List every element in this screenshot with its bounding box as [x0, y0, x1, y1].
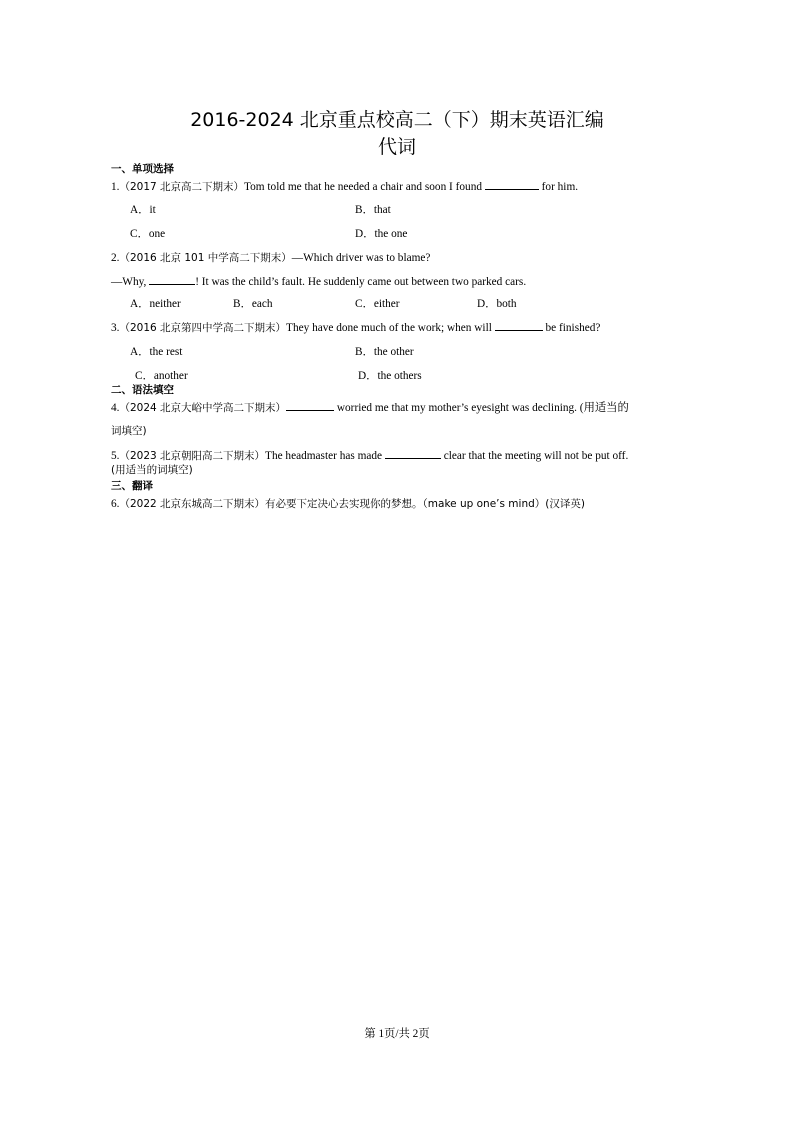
option-c[interactable]: C．either	[355, 298, 400, 310]
question-source: （2022 北京东城高二下期末）	[119, 498, 266, 510]
question-number: 5.	[111, 450, 120, 462]
question-source: （2017 北京高二下期末）	[119, 181, 245, 193]
question-number: 1.	[111, 181, 120, 193]
question-number: 2.	[111, 252, 120, 264]
question-text: The headmaster has made	[265, 450, 383, 462]
option-a[interactable]: A．the rest	[130, 346, 183, 358]
answer-blank[interactable]	[495, 320, 543, 331]
question-text: (用适当的词填空)	[111, 464, 193, 476]
option-c[interactable]: C．another	[135, 370, 188, 382]
question-text: Tom told me that he needed a chair and soon I found	[244, 181, 482, 193]
question-text: 有必要下定决心去实现你的梦想。（make up one’s mind）(汉译英)	[265, 498, 585, 510]
question-text: for him.	[541, 181, 579, 193]
question-text: ! It was the child’s fault. He suddenly came out between two parked cars.	[195, 276, 527, 288]
document-title: 2016-2024 北京重点校高二（下）期末英语汇编	[190, 109, 604, 131]
question-number: 4.	[111, 402, 120, 414]
question-number: 3.	[111, 322, 120, 334]
question-source: （2016 北京 101 中学高二下期末）	[119, 252, 292, 264]
question-text: worried me that my mother’s eyesight was declining. (用适当的	[336, 402, 629, 414]
question-5-line-2	[111, 463, 193, 477]
answer-blank[interactable]	[385, 448, 441, 459]
option-d[interactable]: D．the others	[358, 370, 422, 382]
question-2	[111, 251, 430, 265]
question-text: 词填空)	[111, 425, 147, 437]
option-a[interactable]: A．it	[130, 204, 156, 216]
section-heading-grammar-fill: 二、语法填空	[111, 384, 174, 396]
option-b[interactable]: B．that	[355, 204, 391, 216]
question-text: They have done much of the work; when will	[286, 322, 492, 334]
option-b[interactable]: B．the other	[355, 346, 414, 358]
answer-blank[interactable]	[485, 179, 539, 190]
section-heading-translation: 三、翻译	[111, 480, 153, 492]
question-number: 6.	[111, 498, 120, 510]
option-b[interactable]: B．each	[233, 298, 273, 310]
question-source: （2016 北京第四中学高二下期末）	[119, 322, 287, 334]
option-d[interactable]: D．both	[477, 298, 517, 310]
option-c[interactable]: C．one	[130, 228, 166, 240]
section-heading-single-choice: 一、单项选择	[111, 163, 174, 175]
document-subtitle: 代词	[377, 136, 416, 158]
page-footer: 第 1页/共 2页	[364, 1028, 430, 1040]
question-text: clear that the meeting will not be put off.	[443, 450, 629, 462]
question-3	[111, 320, 600, 335]
question-1	[111, 179, 578, 194]
question-6	[111, 497, 585, 511]
option-d[interactable]: D．the one	[355, 228, 408, 240]
question-source: （2024 北京大峪中学高二下期末）	[119, 402, 287, 414]
question-4-line-2	[111, 424, 147, 438]
question-text: —Which driver was to blame?	[291, 252, 431, 264]
question-text: be finished?	[545, 322, 601, 334]
question-5	[111, 448, 628, 463]
answer-blank[interactable]	[286, 400, 334, 411]
question-text: —Why,	[111, 276, 147, 288]
question-2-line-2	[111, 274, 526, 289]
question-4	[111, 400, 629, 415]
question-source: （2023 北京朝阳高二下期末）	[119, 450, 266, 462]
option-a[interactable]: A．neither	[130, 298, 181, 310]
answer-blank[interactable]	[149, 274, 195, 285]
